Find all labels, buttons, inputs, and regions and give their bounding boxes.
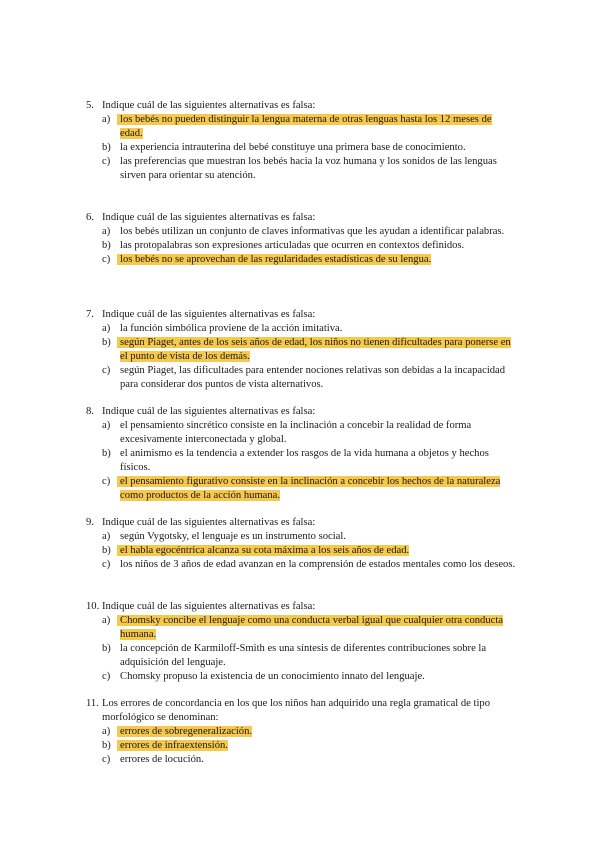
- option-text: según Piaget, las dificultades para entender nociones relativas son debidas a la incapacidad para considerar dos puntos de vista alternativos.: [120, 365, 506, 390]
- option-text: errores de locución.: [120, 754, 204, 765]
- option-b[interactable]: [102, 447, 526, 475]
- option-c[interactable]: [102, 753, 526, 767]
- option-b[interactable]: [102, 544, 526, 558]
- option-letter: c): [102, 559, 111, 570]
- question-5: [86, 99, 526, 183]
- question-stem-row: [86, 516, 526, 530]
- question-7: [86, 308, 526, 392]
- option-text-highlighted: errores de sobregeneralización.: [120, 726, 253, 737]
- option-text-highlighted: los bebés no pueden distinguir la lengua materna de otras lenguas hasta los 12 meses de edad.: [120, 114, 492, 139]
- option-letter: a): [102, 420, 111, 431]
- option-letter: a): [102, 323, 111, 334]
- question-stem: Indique cuál de las siguientes alternativas es falsa:: [102, 601, 316, 612]
- option-c[interactable]: [102, 364, 526, 392]
- option-text-highlighted: los bebés no se aprovechan de las regularidades estadísticas de su lengua.: [120, 254, 432, 265]
- option-letter: a): [102, 726, 111, 737]
- option-text-highlighted: el habla egocéntrica alcanza su cota máxima a los seis años de edad.: [120, 545, 410, 556]
- option-text: el pensamiento sincrético consiste en la inclinación a concebir la realidad de forma excesivamente interconectada y global.: [120, 420, 472, 445]
- option-letter: a): [102, 226, 111, 237]
- option-letter: b): [102, 337, 111, 348]
- question-6: [86, 211, 526, 267]
- option-text-highlighted: Chomsky concibe el lenguaje como una conducta verbal igual que cualquier otra conducta humana.: [120, 615, 503, 640]
- option-letter: b): [102, 643, 111, 654]
- option-letter: a): [102, 531, 111, 542]
- question-number: 11.: [86, 698, 99, 709]
- option-a[interactable]: [102, 322, 526, 336]
- question-11: [86, 697, 526, 767]
- option-letter: c): [102, 254, 111, 265]
- question-stem-row: [86, 600, 526, 614]
- option-text: los niños de 3 años de edad avanzan en la comprensión de estados mentales como los deseos.: [120, 559, 516, 570]
- option-text-highlighted: errores de infraextensión.: [120, 740, 228, 751]
- question-number: 5.: [86, 100, 94, 111]
- option-text: la concepción de Karmiloff-Smith es una síntesis de diferentes contribuciones sobre la adquisición del lenguaje.: [120, 643, 487, 668]
- question-number: 10.: [86, 601, 100, 612]
- option-text-highlighted: el pensamiento figurativo consiste en la inclinación a concebir los hechos de la naturaleza como productos de la acción humana.: [120, 476, 501, 501]
- option-a[interactable]: [102, 113, 526, 141]
- question-number: 6.: [86, 212, 94, 223]
- option-a[interactable]: [102, 419, 526, 447]
- option-text: el animismo es la tendencia a extender los rasgos de la vida humana a objetos y hechos físicos.: [120, 448, 489, 473]
- option-c[interactable]: [102, 670, 526, 684]
- option-c[interactable]: [102, 558, 526, 572]
- option-letter: a): [102, 114, 111, 125]
- question-stem-row: [86, 211, 526, 225]
- option-b[interactable]: [102, 141, 526, 155]
- question-stem: Indique cuál de las siguientes alternativas es falsa:: [102, 406, 316, 417]
- option-text: la experiencia intrauterina del bebé constituye una primera base de conocimiento.: [120, 142, 466, 153]
- option-text: las protopalabras son expresiones articuladas que ocurren en contextos definidos.: [120, 240, 465, 251]
- option-a[interactable]: [102, 530, 526, 544]
- option-b[interactable]: [102, 239, 526, 253]
- question-stem-row: [86, 308, 526, 322]
- option-letter: b): [102, 142, 111, 153]
- question-stem: Indique cuál de las siguientes alternativas es falsa:: [102, 100, 316, 111]
- option-a[interactable]: [102, 614, 526, 642]
- option-letter: b): [102, 545, 111, 556]
- question-10: [86, 600, 526, 684]
- option-letter: a): [102, 615, 111, 626]
- option-letter: c): [102, 671, 111, 682]
- question-stem: Indique cuál de las siguientes alternativas es falsa:: [102, 212, 316, 223]
- question-number: 7.: [86, 309, 94, 320]
- option-letter: c): [102, 476, 111, 487]
- option-letter: c): [102, 365, 111, 376]
- option-a[interactable]: [102, 725, 526, 739]
- question-number: 8.: [86, 406, 94, 417]
- question-number: 9.: [86, 517, 94, 528]
- question-stem: Indique cuál de las siguientes alternativas es falsa:: [102, 517, 316, 528]
- question-stem-row: [86, 405, 526, 419]
- option-text: Chomsky propuso la existencia de un conocimiento innato del lenguaje.: [120, 671, 425, 682]
- option-letter: c): [102, 156, 111, 167]
- option-text: la función simbólica proviene de la acción imitativa.: [120, 323, 343, 334]
- option-text: las preferencias que muestran los bebés hacia la voz humana y los sonidos de las lenguas sirven para orientar su atención.: [120, 156, 497, 181]
- option-c[interactable]: [102, 253, 526, 267]
- question-stem: Indique cuál de las siguientes alternativas es falsa:: [102, 309, 316, 320]
- question-stem: Los errores de concordancia en los que los niños han adquirido una regla gramatical de tipo morfológico se denominan:: [102, 698, 491, 723]
- option-text: según Vygotsky, el lenguaje es un instrumento social.: [120, 531, 346, 542]
- question-8: [86, 405, 526, 503]
- option-letter: b): [102, 240, 111, 251]
- option-text: los bebés utilizan un conjunto de claves informativas que les ayudan a identificar palabras.: [120, 226, 505, 237]
- option-letter: c): [102, 754, 111, 765]
- question-stem-row: [86, 697, 526, 725]
- option-c[interactable]: [102, 475, 526, 503]
- question-stem-row: [86, 99, 526, 113]
- option-b[interactable]: [102, 739, 526, 753]
- option-b[interactable]: [102, 642, 526, 670]
- option-a[interactable]: [102, 225, 526, 239]
- option-c[interactable]: [102, 155, 526, 183]
- option-b[interactable]: [102, 336, 526, 364]
- option-text-highlighted: según Piaget, antes de los seis años de edad, los niños no tienen dificultades para ponerse en el punto de vista de los demás.: [120, 337, 511, 362]
- option-letter: b): [102, 740, 111, 751]
- option-letter: b): [102, 448, 111, 459]
- question-9: [86, 516, 526, 572]
